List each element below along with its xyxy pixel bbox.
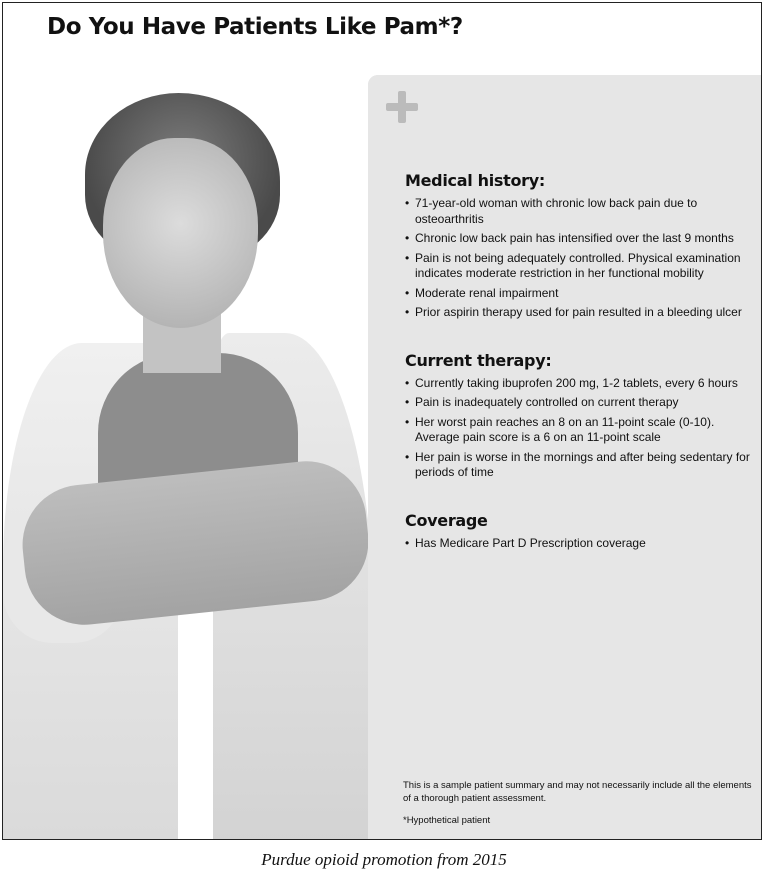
history-list	[405, 196, 755, 321]
current-therapy-section	[405, 351, 755, 481]
section-title: Current therapy:	[405, 350, 552, 370]
section-title: Medical history:	[405, 171, 546, 190]
ad-frame	[2, 2, 762, 840]
medical-history-section	[405, 171, 755, 321]
list-item: • Has Medicare Part D Prescription coverage	[405, 536, 755, 552]
list-item: • Prior aspirin therapy used for pain resulted in a bleeding ulcer	[405, 305, 755, 321]
coverage-section	[405, 511, 755, 552]
patient-photo	[3, 53, 393, 840]
list-item: • 71-year-old woman with chronic low back pain due to osteoarthritis	[405, 196, 755, 227]
list-item: • Her worst pain reaches an 8 on an 11-point scale (0-10). Average pain score is a 6 on an 11-point scale	[405, 415, 755, 446]
coverage-list	[405, 536, 755, 552]
list-item: • Chronic low back pain has intensified over the last 9 months	[405, 231, 755, 247]
patient-summary	[405, 171, 755, 581]
image-caption: Purdue opioid promotion from 2015	[261, 850, 507, 869]
section-title: Coverage	[405, 510, 488, 530]
disclaimer-text: This is a sample patient summary and may not necessarily include all the elements of a thorough patient assessment.	[403, 780, 752, 804]
list-item: • Pain is inadequately controlled on current therapy	[405, 395, 755, 411]
list-item: • Moderate renal impairment	[405, 286, 755, 302]
footnote: *Hypothetical patient	[403, 815, 491, 826]
list-item: • Currently taking ibuprofen 200 mg, 1-2 tablets, every 6 hours	[405, 376, 755, 392]
ad-headline: Do You Have Patients Like Pam*?	[47, 14, 463, 40]
list-item: • Pain is not being adequately controlled. Physical examination indicates moderate restriction in her functional mobility	[405, 251, 755, 282]
therapy-list	[405, 376, 755, 481]
list-item: • Her pain is worse in the mornings and after being sedentary for periods of time	[405, 450, 755, 481]
plus-icon	[386, 91, 418, 123]
